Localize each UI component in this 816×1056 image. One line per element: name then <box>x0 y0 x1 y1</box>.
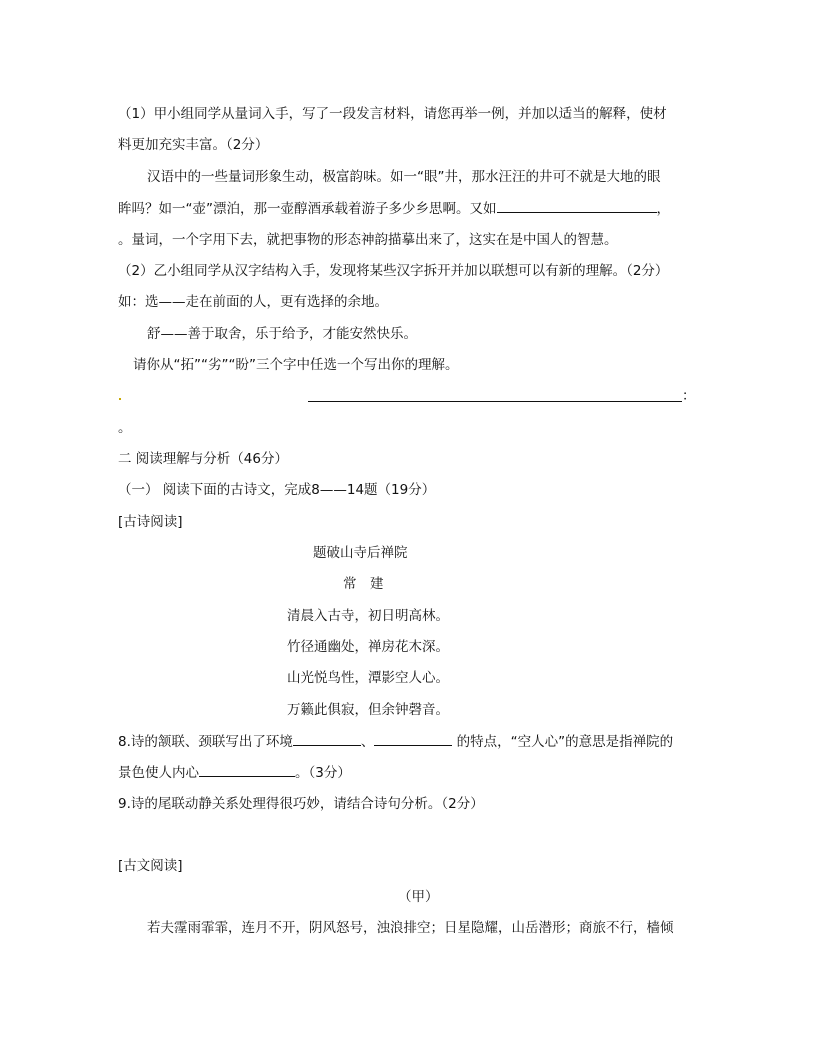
answer-blank[interactable] <box>199 762 295 777</box>
q9-text: 9.诗的尾联动静关系处理得很巧妙，请结合诗句分析。（2分） <box>118 796 484 812</box>
prose-label: [古文阅读] <box>118 858 183 874</box>
q2-line-4: 请你从“拓”“劣”“盼”三个字中任选一个写出你的理解。 <box>133 357 459 373</box>
poem-title: 题破山寺后禅院 <box>313 545 408 561</box>
q8-line-2-end: 。（3分） <box>295 765 351 781</box>
q1-line-4 <box>118 198 670 219</box>
q8-line-1 <box>118 731 673 752</box>
q1-line-2: 料更加充实丰富。（2分） <box>118 137 269 153</box>
q8-text-start: 8.诗的颔联、颈联写出了环境 <box>118 734 293 750</box>
q2-line-3: 舒——善于取舍，乐于给予，才能安然快乐。 <box>147 326 417 342</box>
poem-line: 山光悦鸟性，潭影空人心。 <box>287 670 449 686</box>
answer-blank-long[interactable] <box>308 387 682 402</box>
poem-line: 清晨入古寺，初日明高林。 <box>287 608 449 624</box>
q2-colon: ： <box>682 388 696 404</box>
marker-dot <box>119 398 121 400</box>
section-part-1: （一） 阅读下面的古诗文，完成8——14题（19分） <box>118 482 436 498</box>
poem-line: 竹径通幽处，禅房花木深。 <box>287 639 449 655</box>
prose-title: （甲） <box>398 889 439 905</box>
q1-line-4-comma: ， <box>656 201 670 217</box>
poem-label: [古诗阅读] <box>118 514 183 530</box>
answer-blank[interactable] <box>374 731 452 746</box>
q1-line-3: 汉语中的一些量词形象生动，极富韵味。如一“眼”井，那水汪汪的井可不就是大地的眼 <box>147 169 661 185</box>
poem-author: 常 建 <box>343 576 384 592</box>
poem-line: 万籁此俱寂，但余钟磬音。 <box>287 702 449 718</box>
section-heading: 二 阅读理解与分析（46分） <box>118 451 288 467</box>
q8-text-mid: 的特点，“空人心”的意思是指禅院的 <box>452 734 674 750</box>
q8-line-2-start: 景色使人内心 <box>118 765 199 781</box>
q1-line-4-text: 眸吗？如一“壶”漂泊，那一壶醇酒承载着游子多少乡思啊。又如 <box>118 201 497 217</box>
q2-end: 。 <box>118 420 132 436</box>
prose-line-1: 若夫霪雨霏霏，连月不开，阴风怒号，浊浪排空；日星隐耀，山岳潜形；商旅不行，樯倾 <box>147 920 674 936</box>
q1-line-5: 。量词，一个字用下去，就把事物的形态神韵描摹出来了，这实在是中国人的智慧。 <box>118 232 618 248</box>
q1-line-1: （1）甲小组同学从量词入手，写了一段发言材料，请您再举一例，并加以适当的解释，使材 <box>118 106 667 122</box>
answer-blank[interactable] <box>293 731 361 746</box>
q2-line-2: 如：选——走在前面的人，更有选择的余地。 <box>118 294 388 310</box>
q8-sep: 、 <box>360 734 375 750</box>
answer-blank[interactable] <box>497 198 657 213</box>
q2-line-1: （2）乙小组同学从汉字结构入手，发现将某些汉字拆开并加以联想可以有新的理解。（2分） <box>118 263 669 279</box>
q8-line-2 <box>118 762 351 783</box>
